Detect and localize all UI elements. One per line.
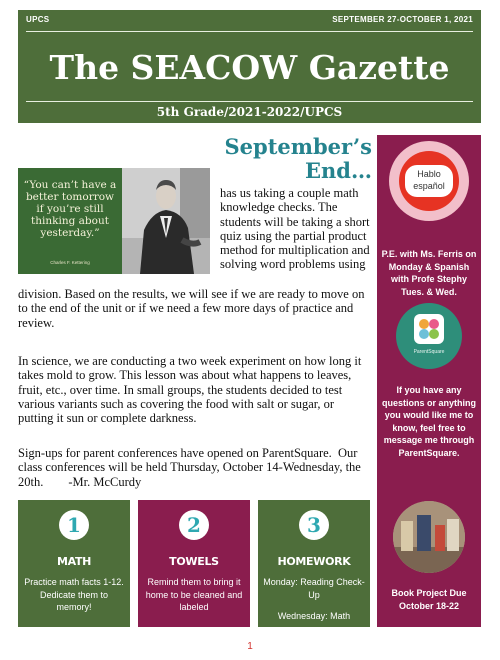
masthead (18, 10, 481, 123)
quote-panel (18, 168, 122, 274)
specials-schedule-text: P.E. with Ms. Ferris on Monday & Spanish with Profe Stephy Tues. & Wed. (381, 249, 477, 297)
number-badge (299, 510, 329, 540)
date-range: SEPTEMBER 27-OCTOBER 1, 2021 (332, 15, 473, 24)
book-project-image (393, 501, 465, 573)
towels-box (138, 500, 250, 627)
box-title: HOMEWORK (277, 555, 351, 568)
number-text: 1 (67, 513, 81, 537)
speech-bubble-icon (405, 165, 453, 197)
parentsquare-icon (414, 314, 444, 344)
quote-image (18, 168, 210, 274)
contact-info-text: If you have any questions or anything you would like me to know, feel free to message me through ParentSquare. (381, 385, 476, 458)
box-text: Remind them to bring it home to be cleaned and labeled (145, 577, 243, 612)
article-paragraph-1-bottom: division. Based on the results, we will see if we are ready to move on to the end of the unit or if we need a few more days of practice and review. (18, 287, 365, 330)
parentsquare-logo (396, 303, 462, 369)
quote-text: “You can’t have a better tomorrow if you’re still thinking about yesterday.” (23, 179, 117, 239)
number-badge (179, 510, 209, 540)
math-box (18, 500, 130, 627)
article-paragraph-1-top: has us taking a couple math knowledge checks. The students will be taking a short quiz using the partial product method for multiplication and solving word problems using (220, 186, 370, 272)
box-title: MATH (56, 555, 92, 568)
number-text: 3 (307, 513, 321, 537)
hablo-espanol-circle (399, 151, 459, 211)
box-text-secondary: Wednesday: Math (277, 611, 351, 621)
box-text: Practice math facts 1-12. Dedicate them to memory! (24, 577, 124, 612)
article-paragraph-3-line-2: class conferences will be held Thursday, October 14-Wednesday, the (18, 460, 361, 475)
newsletter-title: The SEACOW Gazette (49, 48, 450, 87)
headline-line-1: September’s (224, 134, 372, 159)
hablo-espanol-badge (389, 141, 469, 221)
article-headline (212, 135, 372, 183)
article-paragraph-3-line-1: Sign-ups for parent conferences have opened on ParentSquare. Our (18, 446, 358, 460)
article-paragraph-2: In science, we are conducting a two week experiment on how long it takes mold to grow. This lesson was about what happens to leaves, fruit, etc., over time. In small groups, the students decided to test various variants such as covering the food with salt or sugar, or putting it sun or complete darkness. (18, 354, 362, 426)
page-number: 1 (247, 641, 253, 652)
article-paragraph-3 (18, 446, 372, 489)
quote-attribution: Charles F. Kettering (50, 260, 90, 265)
sidebar (377, 135, 481, 627)
box-title: TOWELS (169, 555, 219, 568)
hablo-espanol-label: Hablo español (413, 169, 445, 191)
headline-line-2: End… (305, 158, 372, 183)
article-paragraph-3-line-3: 20th. -Mr. McCurdy (18, 474, 142, 489)
school-label: UPCS (26, 15, 50, 24)
header-divider-top (26, 31, 473, 32)
box-text: Monday: Reading Check-Up (263, 577, 365, 600)
book-project-photo (393, 501, 465, 573)
header-divider-bottom (26, 101, 473, 102)
number-badge (59, 510, 89, 540)
book-project-text: Book Project Due October 18-22 (391, 588, 467, 611)
number-text: 2 (187, 513, 201, 537)
homework-box (258, 500, 370, 627)
newsletter-subtitle: 5th Grade/2021-2022/UPCS (156, 105, 343, 119)
parentsquare-label: ParentSquare (413, 349, 445, 355)
portrait-photo (122, 168, 210, 274)
